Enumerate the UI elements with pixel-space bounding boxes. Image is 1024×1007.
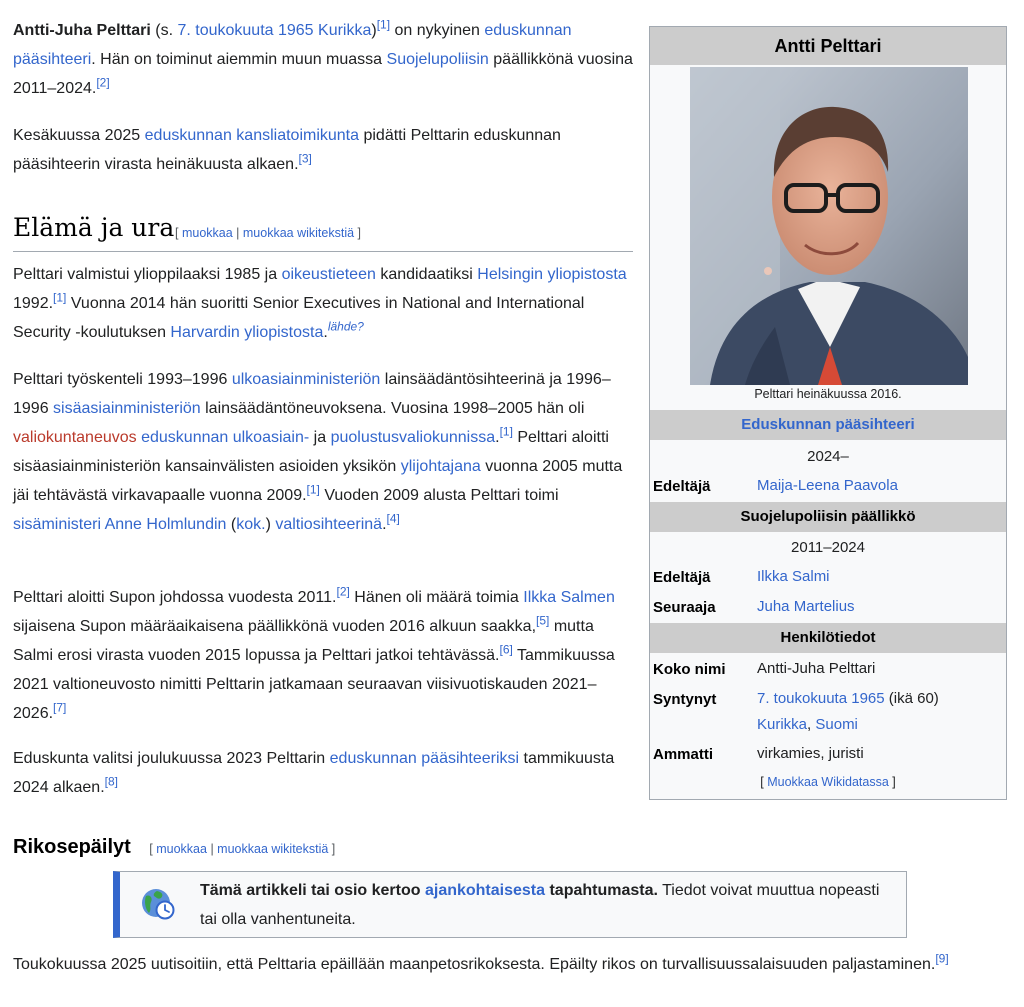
reference-link[interactable]: [9] xyxy=(935,951,949,966)
predecessor-value xyxy=(757,564,1002,590)
predecessor-label: Edeltäjä xyxy=(653,478,711,495)
fullname-label: Koko nimi xyxy=(653,661,726,678)
office-header-link[interactable]: Eduskunnan pääsihteeri xyxy=(650,410,1006,440)
anne-holmlund-link[interactable]: sisäministeri Anne Holmlundin xyxy=(13,516,227,533)
birth-place-link[interactable]: Kurikka xyxy=(757,716,808,733)
ulkoasiainvaliokunta-link[interactable]: eduskunnan ulkoasiain- xyxy=(141,429,310,446)
section-edit-links: [ muokkaa | muokkaa wikitekstiä ] xyxy=(149,842,336,856)
paasihteeri-link[interactable]: eduskunnan pääsihteeriksi xyxy=(329,750,520,767)
portrait-image xyxy=(690,67,968,385)
birth-date-link[interactable]: 7. toukokuuta 1965 xyxy=(757,690,885,707)
reference-link[interactable]: [1] xyxy=(306,482,320,497)
reference-link[interactable]: [7] xyxy=(53,700,67,715)
sisaasiainministerio-link[interactable]: sisäasiainministeriön xyxy=(53,400,201,417)
ylijohtaja-link[interactable]: ylijohtajana xyxy=(400,458,481,475)
body-paragraph: Pelttari valmistui ylioppilaaksi 1985 ja oikeustieteen kandidaatiksi Helsingin yliopistosta 1992.[1] Vuonna 2014 hän suoritti Senior Executives in National and International Security -koulutuksen Harvardin yliopistosta.$^{lähde?}$ xyxy=(13,266,627,341)
born-value: 7. toukokuuta 1965 (ikä 60) Kurikka, Suomi xyxy=(757,690,939,733)
oikeustiede-link[interactable]: oikeustieteen xyxy=(281,266,376,283)
ulkoasiainministerio-link[interactable]: ulkoasiainministeriön xyxy=(231,371,381,388)
valiokuntaneuvos-redlink[interactable]: valiokuntaneuvos xyxy=(13,429,137,446)
edit-link[interactable]: muokkaa xyxy=(156,842,207,856)
occupation-value: virkamies, juristi xyxy=(757,745,864,762)
age: (ikä 60) xyxy=(884,690,939,707)
infobox xyxy=(649,26,1007,800)
body-paragraph: Pelttari työskenteli 1993–1996 ulkoasiainministeriön lainsäädäntösihteerinä ja 1996–1996 sisäasiainministeriön lainsäädäntöneuvoksena. Vuosina 1998–2005 hän oli valiokuntaneuvos eduskunnan ulkoasiain- ja puolustusvaliokunnissa.[1] Pelttari aloitti sisäasiainministeriön kansainvälisten asioiden yksikön ylijohtajana vuonna 2005 mutta jäi tehtävästä virkavapaalle vuonna 2009.[1] Vuoden 2009 alusta Pelttari toimi sisäministeri Anne Holmlundin (kok.) valtiosihteerinä.[4] xyxy=(13,371,623,533)
citation-needed-link[interactable]: lähde? xyxy=(327,319,364,334)
intro-paragraph: Antti-Juha Pelttari (s. 7. toukokuuta 1965 Kurikka)[1] on nykyinen eduskunnan pääsihteeri. Hän on toiminut aiemmin muun muassa Suojelupoliisin päällikkönä vuosina 2011–2024.[2] xyxy=(13,17,633,97)
puolustusvaliokunta-link[interactable]: puolustusvaliokunnissa xyxy=(330,429,496,446)
reference-link[interactable]: [8] xyxy=(104,774,118,789)
reference-link[interactable]: [1] xyxy=(53,290,67,305)
successor-link[interactable]: Juha Martelius xyxy=(757,598,855,615)
infobox-title: Antti Pelttari xyxy=(650,27,1006,65)
edit-source-link[interactable]: muokkaa wikitekstiä xyxy=(217,842,329,856)
edit-source-link[interactable]: muokkaa wikitekstiä xyxy=(242,226,355,240)
intro-paragraph-2: Kesäkuussa 2025 eduskunnan kansliatoimikunta pidätti Pelttarin eduskunnan pääsihteerin virasta heinäkuusta alkaen.[3] xyxy=(13,127,561,173)
reference-link[interactable]: [4] xyxy=(386,511,400,526)
valtiosihteeri-link[interactable]: valtiosihteerinä xyxy=(275,516,383,533)
office-header: Suojelupoliisin päällikkö xyxy=(650,502,1006,532)
subject-name: Antti-Juha Pelttari xyxy=(13,22,151,39)
predecessor-link[interactable]: Maija-Leena Paavola xyxy=(757,477,898,494)
birth-link[interactable]: 7. toukokuuta 1965 Kurikka xyxy=(177,22,372,39)
section-heading-rikosepailyt xyxy=(13,836,335,859)
office-term: 2024– xyxy=(807,448,849,465)
reference-link[interactable]: [3] xyxy=(298,151,312,166)
wikidata-edit-link[interactable]: Muokkaa Wikidatassa xyxy=(767,775,889,789)
occupation-label: Ammatti xyxy=(653,746,714,763)
successor-value xyxy=(757,594,1002,620)
reference-link[interactable]: [5] xyxy=(536,613,550,628)
section-title: Elämä ja ura xyxy=(13,213,175,242)
successor-label: Seuraaja xyxy=(653,599,716,616)
reference-link[interactable]: [2] xyxy=(96,75,110,90)
office-term: 2011–2024 xyxy=(791,539,865,556)
reference-link[interactable]: [1] xyxy=(499,424,513,439)
helsingin-yliopisto-link[interactable]: Helsingin yliopistosta xyxy=(477,266,627,283)
section-heading-elama-ja-ura xyxy=(13,206,633,252)
kokoomus-link[interactable]: kok. xyxy=(236,516,266,533)
ilkka-salmi-link[interactable]: Ilkka Salmen xyxy=(523,589,615,606)
born-label: Syntynyt xyxy=(653,691,717,708)
globe-clock-icon xyxy=(140,886,176,922)
personal-info-header: Henkilötiedot xyxy=(650,623,1006,653)
kansliatoimikunta-link[interactable]: eduskunnan kansliatoimikunta xyxy=(144,127,360,144)
photo-caption: Pelttari heinäkuussa 2016. xyxy=(754,387,902,401)
predecessor-label: Edeltäjä xyxy=(653,569,711,586)
ajankohtainen-link[interactable]: ajankohtaisesta xyxy=(424,882,546,899)
current-event-notice xyxy=(113,871,907,938)
section-edit-links: [ muokkaa | muokkaa wikitekstiä ] xyxy=(175,226,361,240)
predecessor-value xyxy=(757,473,1002,499)
section-title: Rikosepäilyt xyxy=(13,836,131,858)
fullname-value: Antti-Juha Pelttari xyxy=(757,660,876,677)
edit-link[interactable]: muokkaa xyxy=(181,226,233,240)
supo-link[interactable]: Suojelupoliisin xyxy=(386,51,489,68)
portrait-photo[interactable] xyxy=(690,67,968,385)
body-paragraph: Toukokuussa 2025 uutisoitiin, että Pelttaria epäillään maanpetosrikoksesta. Epäilty rikos on turvallisuussalaisuuden paljastaminen.[9] xyxy=(13,951,949,973)
wikidata-edit: [ Muokkaa Wikidatassa ] xyxy=(760,775,896,789)
body-paragraph: Eduskunta valitsi joulukuussa 2023 Pelttarin eduskunnan pääsihteeriksi tammikuusta 2024 alkaen.[8] xyxy=(13,750,615,796)
predecessor-link[interactable]: Ilkka Salmi xyxy=(757,568,830,585)
role-link[interactable]: eduskunnan pääsihteeri xyxy=(13,22,572,68)
notice-text: Tämä artikkeli tai osio kertoo ajankohtaisesta tapahtumasta. Tiedot voivat muuttua nopeasti tai olla vanhentuneita. xyxy=(200,882,880,928)
harvard-link[interactable]: Harvardin yliopistosta xyxy=(170,324,324,341)
country-link[interactable]: Suomi xyxy=(815,716,858,733)
body-paragraph: Pelttari aloitti Supon johdossa vuodesta 2011.[2] Hänen oli määrä toimia Ilkka Salmen sijaisena Supon määräaikaisena päällikkönä vuoden 2016 alkuun saakka,[5] mutta Salmi erosi virasta vuoden 2015 lopussa ja Pelttari jatkoi tehtävässä.[6] Tammikuussa 2021 valtioneuvosto nimitti Pelttarin jatkamaan seuraavan viisivuotiskauden 2021–2026.[7] xyxy=(13,584,615,722)
reference-link[interactable]: [2] xyxy=(336,584,350,599)
reference-link[interactable]: [1] xyxy=(376,17,391,32)
reference-link[interactable]: [6] xyxy=(499,642,513,657)
